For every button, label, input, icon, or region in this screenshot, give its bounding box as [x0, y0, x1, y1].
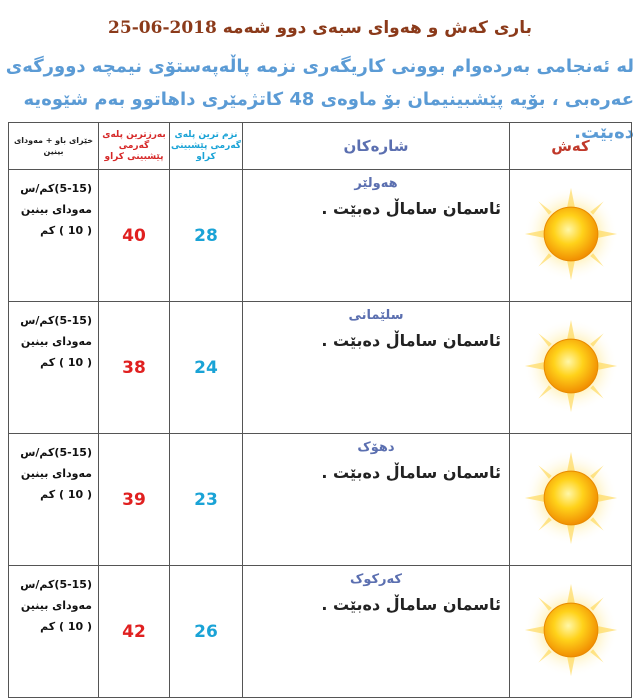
- sun-icon: [523, 186, 619, 282]
- table-header-row: [9, 123, 632, 170]
- city-name: هەولێر: [354, 176, 398, 191]
- forecast-text: ئاسمان ساماڵ دەبێت .: [321, 331, 501, 350]
- city-cell: [243, 434, 510, 566]
- sun-icon: [523, 582, 619, 678]
- wind-speed: (5-15)کم/س: [20, 182, 92, 195]
- city-name: کەرکوک: [350, 572, 402, 587]
- city-name: سلێمانی: [348, 308, 404, 323]
- wind-cell: [9, 434, 99, 566]
- wind-speed: (5-15)کم/س: [20, 578, 92, 591]
- wind-cell: [9, 302, 99, 434]
- min-temp: 23: [170, 434, 243, 566]
- visibility-label: مەودای بینین: [20, 467, 92, 480]
- max-temp: 39: [99, 434, 170, 566]
- title-text: باری کەش و هەوای سبەی دوو شەمە: [222, 18, 532, 38]
- visibility-label: مەودای بینین: [20, 335, 92, 348]
- header-max-temp: بەرزترین پلەی گەرمی پێشبینی کراو: [99, 123, 170, 170]
- city-name: دهۆک: [357, 440, 395, 455]
- intro-line-1: لە ئەنجامی بەردەوام بوونی کاریگەری نزمە پاڵەپەستۆی نیمچە دوورگەی: [5, 56, 634, 77]
- forecast-text: ئاسمان ساماڵ دەبێت .: [321, 463, 501, 482]
- wind-speed: (5-15)کم/س: [20, 314, 92, 327]
- city-cell: [243, 170, 510, 302]
- forecast-text: ئاسمان ساماڵ دەبێت .: [321, 199, 501, 218]
- header-city: شارەکان: [243, 123, 510, 170]
- visibility-value: ( 10 ) کم: [40, 224, 92, 237]
- intro-line-2: عەرەبی ، بۆیە پێشبینیمان بۆ ماوەی 48 کاتژمێری داهاتوو بەم شێوەیە دەبێت.: [23, 89, 634, 143]
- sky-cell: [510, 434, 632, 566]
- wind-cell: [9, 566, 99, 698]
- min-temp: 24: [170, 302, 243, 434]
- sky-cell: [510, 302, 632, 434]
- city-cell: [243, 566, 510, 698]
- title-date: 2018-06-25: [108, 18, 217, 38]
- header-min-temp: نزم ترین پلەی گەرمی پێشبینی کراو: [170, 123, 243, 170]
- forecast-text: ئاسمان ساماڵ دەبێت .: [321, 595, 501, 614]
- visibility-value: ( 10 ) کم: [40, 620, 92, 633]
- page-title: [0, 18, 640, 38]
- wind-speed: (5-15)کم/س: [20, 446, 92, 459]
- max-temp: 40: [99, 170, 170, 302]
- city-cell: [243, 302, 510, 434]
- max-temp: 42: [99, 566, 170, 698]
- table-row: [9, 566, 632, 698]
- table-row: [9, 434, 632, 566]
- visibility-value: ( 10 ) کم: [40, 356, 92, 369]
- forecast-table: [8, 122, 632, 698]
- min-temp: 26: [170, 566, 243, 698]
- header-wind: خێرای باو + مەودای بینین: [9, 123, 99, 170]
- table-row: [9, 302, 632, 434]
- max-temp: 38: [99, 302, 170, 434]
- visibility-value: ( 10 ) کم: [40, 488, 92, 501]
- sun-icon: [523, 318, 619, 414]
- sky-cell: [510, 566, 632, 698]
- sun-icon: [523, 450, 619, 546]
- visibility-label: مەودای بینین: [20, 203, 92, 216]
- sky-cell: [510, 170, 632, 302]
- header-sky: کەش: [510, 123, 632, 170]
- table-row: [9, 170, 632, 302]
- min-temp: 28: [170, 170, 243, 302]
- wind-cell: [9, 170, 99, 302]
- visibility-label: مەودای بینین: [20, 599, 92, 612]
